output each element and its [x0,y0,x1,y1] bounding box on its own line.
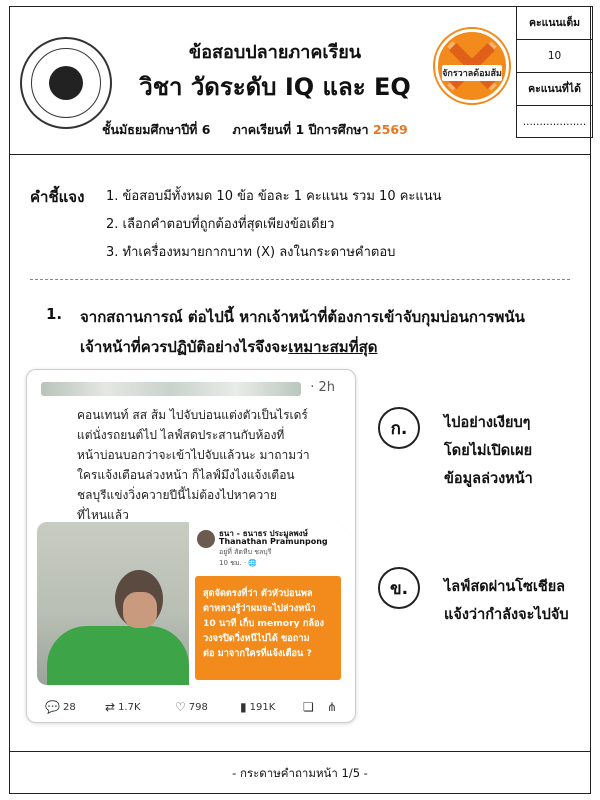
bar-chart-icon: ▮ [240,700,247,714]
post-time: · 2h [310,380,335,395]
year-label: 2569 [372,122,408,137]
reply-action[interactable] [45,700,76,714]
repost-icon: ⇄ [105,700,116,714]
instruction-item: 1. ข้อสอบมีทั้งหมด 10 ข้อ ข้อละ 1 คะแนน รวม 10 คะแนน [106,189,442,204]
blurred-username [41,382,301,396]
share-action[interactable] [327,700,337,714]
social-post-card [26,369,356,723]
section-divider [30,279,570,280]
option-a-label[interactable]: ก. [378,407,420,449]
term-label: ภาคเรียนที่ 1 ปีการศึกษา [232,122,369,137]
quote-line: สุดจัดตรงที่ว่า ตัวหัวบ่อนพล [203,588,313,599]
logo-label: จักรวาลด้อมส้ม [442,65,502,81]
embedded-location: อยู่ที่ สัตหีบ ชลบุรี [219,548,272,556]
quote-line: ต่อ มาจากใครที่แจ้งเตือน ? [203,648,312,659]
heart-icon: ♡ [175,700,186,714]
exam-title: ข้อสอบปลายภาคเรียน [188,42,362,63]
subject-title: วิชา วัดระดับ IQ และ EQ [139,73,411,101]
embedded-name-th: ธนา - ธนาธร ประมูลพงษ์ [219,529,308,538]
embedded-name-en: Thanathan Pramunpong [219,537,328,546]
quote-line: วงจรปิดวิ่งหนีไปได้ ขอถาม [203,633,310,644]
exam-sheet [9,6,591,794]
obtained-score-value: ................... [522,116,587,128]
embedded-post [189,522,345,685]
bookmark-icon: ❏ [303,700,314,714]
school-seal-icon [20,37,112,129]
post-text-line: คอนเทนท์ สส ส้ม ไปจับบ่อนแต่งตัวเป็นไรเดร์ [77,408,308,422]
like-count: 798 [188,701,208,713]
reply-count: 28 [62,701,76,713]
repost-action[interactable] [105,700,141,714]
post-media[interactable] [37,522,345,685]
quote-line: ตาหลวงรู้ว่าผมจะไปล่วงหน้า [203,603,316,614]
option-b-text: แจ้งว่ากำลังจะไปจับ [444,607,569,623]
option-b-label[interactable]: ข. [378,567,420,609]
question-number: 1. [46,305,63,323]
option-b-text: ไลฟ์สดผ่านโซเชียล [444,579,566,595]
question-text-line2 [80,335,377,359]
instructions-heading: คำชี้แจง [30,188,85,206]
views-action[interactable] [240,700,275,714]
full-score-label: คะแนนเต็ม [517,7,592,40]
person-photo [37,522,189,685]
instruction-item: 2. เลือกคำตอบที่ถูกต้องที่สุดเพียงข้อเดียว [106,217,335,232]
question-emphasis: เหมาะสมที่สุด [288,338,378,356]
instruction-item: 3. ทำเครื่องหมายกากบาท (X) ลงในกระดาษคำตอบ [106,245,396,260]
post-text-line: แต่นั่งรถยนต์ไป ไลฟ์สดประสานกับห้องที่ [77,428,285,442]
orange-x-logo-icon [435,29,509,103]
question-text-plain: เจ้าหน้าที่ควรปฏิบัติอย่างไรจึงจะ [80,338,289,356]
page-footer: - กระดาษคำถามหน้า 1/5 - [232,766,368,780]
full-score-value: 10 [517,40,592,73]
quote-line: 10 นาที เก็บ memory กล้อง [203,618,325,629]
share-icon: ⋔ [327,700,338,714]
post-text-line: ใครแจ้งเตือนล่วงหน้า ก็ไลฟ์มึงไงแจ้งเตือน [77,468,295,482]
option-a-text: ข้อมูลล่วงหน้า [444,471,533,487]
post-text-line: หน้าบ่อนบอกว่าจะเข้าไปจับแล้วนะ มาถามว่า [77,448,310,462]
embedded-avatar [197,530,215,548]
comment-icon: 💬 [45,700,60,714]
footer-divider [10,751,590,752]
repost-count: 1.7K [118,701,141,713]
embedded-time: 10 ชม. · 🌐 [219,559,258,567]
score-box [516,6,593,138]
obtained-score-label: คะแนนที่ได้ [517,73,592,106]
post-actions [45,700,345,716]
post-text-line: ชลบุรีแข่งวิ่งควายปีนี้ไม่ต้องไปหาควาย [77,488,277,502]
option-a-text: ไปอย่างเงียบๆ [444,415,531,431]
exam-subline [102,120,408,140]
bookmark-action[interactable] [303,700,314,714]
post-text-line: ที่ไหนแล้ว [77,508,129,522]
view-count: 191K [249,701,276,713]
exam-header [10,7,590,155]
option-a-text: โดยไม่เปิดเผย [444,443,533,459]
grade-label: ชั้นมัธยมศึกษาปีที่ 6 [102,122,211,137]
question-text-line1: จากสถานการณ์ ต่อไปนี้ หากเจ้าหน้าที่ต้องการเข้าจับกุมบ่อนการพนัน [80,308,525,326]
like-action[interactable] [175,700,208,714]
embedded-quote-box [195,576,341,680]
